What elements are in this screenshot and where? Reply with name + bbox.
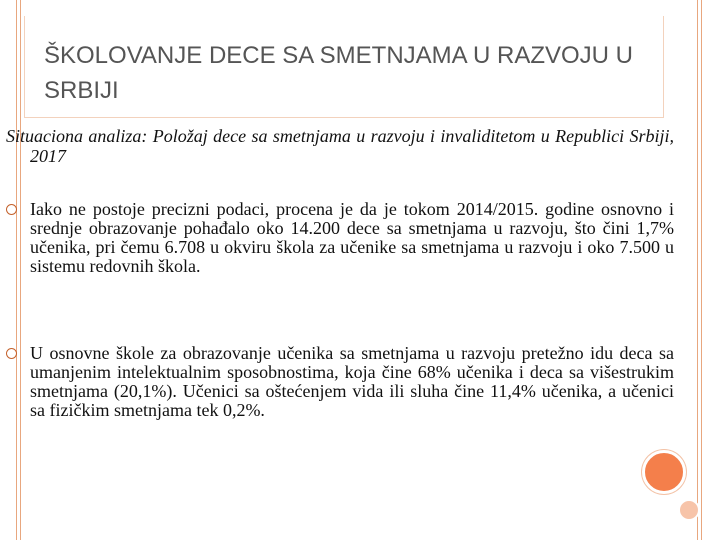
- slide-subtitle: Situaciona analiza: Položaj dece sa smetnjama u razvoju i invaliditetom u Republici Srbiji, 2017: [6, 126, 674, 166]
- bullet-circle-icon: [6, 348, 17, 359]
- decorative-circle-large: [642, 450, 686, 494]
- bullet-text: U osnovne škole za obrazovanje učenika sa smetnjama u razvoju pretežno idu deca sa umanjenim intelektualnim sposobnostima, koja čine 68% učenika i deca sa višestrukim smetnjama (20,1%). Učenici sa oštećenjem vida ili sluha čine 11,4% učenika, a učenici sa fizičkim smetnjama tek 0,2%.: [30, 343, 674, 420]
- decorative-circle-small: [678, 499, 700, 521]
- bullet-text: Iako ne postoje precizni podaci, procena je da je tokom 2014/2015. godine osnovno i srednje obrazovanje pohađalo oko 14.200 dece sa smetnjama u razvoju, što čini 1,7% učenika, pri čemu 6.708 u okviru škola za učenike sa smetnjama u razvoju i oko 7.500 u sistemu redovnih škola.: [30, 199, 674, 276]
- left-frame-stripe: [16, 0, 21, 540]
- bullet-circle-icon: [6, 204, 17, 215]
- right-frame-stripe: [697, 0, 702, 540]
- slide-title: ŠKOLOVANJE DECE SA SMETNJAMA U RAZVOJU U SRBIJI: [44, 42, 634, 104]
